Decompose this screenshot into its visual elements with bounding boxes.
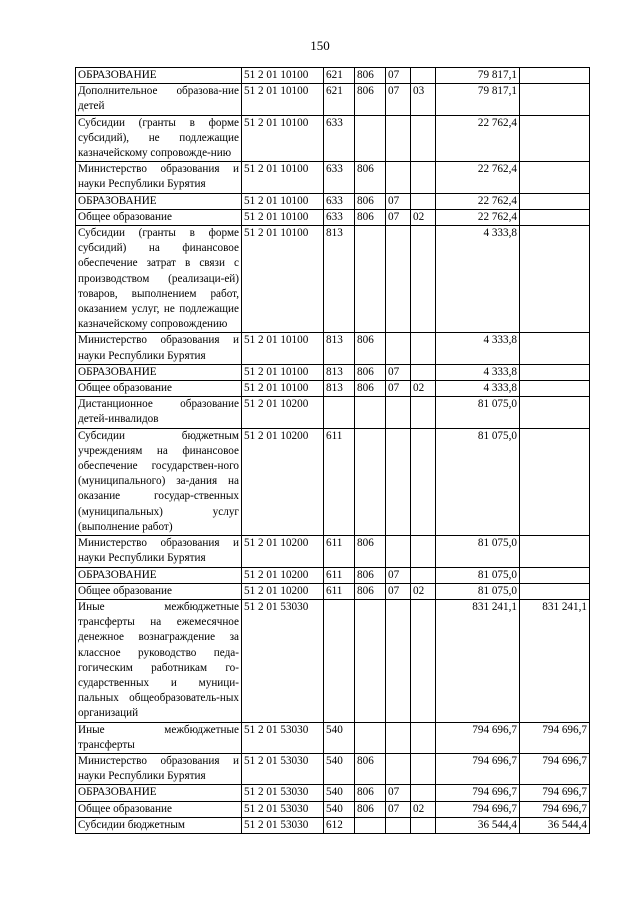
cell-target-code: 51 2 01 10100 [242, 68, 324, 84]
cell-target-code: 51 2 01 10200 [242, 536, 324, 567]
cell-amount: 794 696,7 [436, 753, 520, 784]
cell-amount-2 [520, 209, 590, 225]
cell-section-code: 07 [386, 209, 411, 225]
cell-amount: 81 075,0 [436, 567, 520, 583]
cell-amount-2: 794 696,7 [520, 801, 590, 817]
cell-ministry-code: 806 [355, 333, 386, 364]
table-row [76, 397, 590, 428]
cell-ministry-code [355, 722, 386, 753]
cell-expense-type: 612 [324, 817, 355, 833]
cell-row-name: ОБРАЗОВАНИЕ [76, 364, 242, 380]
cell-target-code: 51 2 01 53030 [242, 785, 324, 801]
budget-table [75, 67, 590, 834]
table-row [76, 364, 590, 380]
cell-expense-type: 813 [324, 333, 355, 364]
table-row [76, 333, 590, 364]
cell-amount-2 [520, 68, 590, 84]
cell-expense-type: 540 [324, 722, 355, 753]
cell-subsection-code: 02 [411, 381, 436, 397]
cell-section-code: 07 [386, 364, 411, 380]
cell-row-name: Министерство образования и науки Республики Бурятия [76, 753, 242, 784]
cell-row-name: Субсидии (гранты в форме субсидий), не подлежащие казначейскому сопровожде-нию [76, 115, 242, 162]
cell-section-code: 07 [386, 193, 411, 209]
cell-subsection-code [411, 722, 436, 753]
cell-subsection-code [411, 115, 436, 162]
cell-expense-type: 611 [324, 583, 355, 599]
table-row [76, 599, 590, 722]
cell-amount: 36 544,4 [436, 817, 520, 833]
cell-amount-2 [520, 536, 590, 567]
cell-target-code: 51 2 01 10100 [242, 209, 324, 225]
cell-amount-2 [520, 226, 590, 333]
cell-expense-type: 633 [324, 193, 355, 209]
cell-amount: 4 333,8 [436, 364, 520, 380]
cell-ministry-code: 806 [355, 209, 386, 225]
cell-row-name: ОБРАЗОВАНИЕ [76, 567, 242, 583]
cell-row-name: Общее образование [76, 381, 242, 397]
cell-amount: 794 696,7 [436, 785, 520, 801]
cell-ministry-code [355, 397, 386, 428]
table-row [76, 583, 590, 599]
cell-ministry-code: 806 [355, 68, 386, 84]
table-row [76, 753, 590, 784]
cell-amount-2 [520, 567, 590, 583]
cell-section-code: 07 [386, 68, 411, 84]
cell-subsection-code [411, 817, 436, 833]
cell-ministry-code [355, 817, 386, 833]
cell-expense-type [324, 397, 355, 428]
cell-row-name: Иные межбюджетные трансферты [76, 722, 242, 753]
cell-ministry-code: 806 [355, 536, 386, 567]
cell-subsection-code [411, 226, 436, 333]
table-row [76, 801, 590, 817]
cell-row-name: Министерство образования и науки Республики Бурятия [76, 162, 242, 193]
cell-amount-2: 36 544,4 [520, 817, 590, 833]
cell-row-name: Общее образование [76, 209, 242, 225]
cell-amount-2: 794 696,7 [520, 785, 590, 801]
cell-row-name: Иные межбюджетные трансферты на ежемесячное денежное вознаграждение за классное руководство педа-гогическим работникам го-сударственных и муници-пальных общеобразователь-ных организаций [76, 599, 242, 722]
cell-target-code: 51 2 01 10100 [242, 115, 324, 162]
cell-amount: 81 075,0 [436, 583, 520, 599]
table-row [76, 536, 590, 567]
cell-section-code [386, 536, 411, 567]
cell-target-code: 51 2 01 53030 [242, 722, 324, 753]
cell-amount-2 [520, 333, 590, 364]
cell-target-code: 51 2 01 10100 [242, 364, 324, 380]
cell-subsection-code [411, 397, 436, 428]
cell-ministry-code [355, 428, 386, 535]
cell-section-code [386, 599, 411, 722]
cell-expense-type: 621 [324, 84, 355, 115]
cell-amount-2 [520, 115, 590, 162]
cell-amount: 22 762,4 [436, 115, 520, 162]
page-number: 150 [310, 38, 330, 53]
cell-subsection-code: 02 [411, 801, 436, 817]
cell-section-code: 07 [386, 381, 411, 397]
table-row [76, 193, 590, 209]
cell-subsection-code [411, 193, 436, 209]
cell-subsection-code [411, 162, 436, 193]
table-row [76, 722, 590, 753]
cell-ministry-code [355, 115, 386, 162]
cell-subsection-code [411, 428, 436, 535]
cell-target-code: 51 2 01 10100 [242, 333, 324, 364]
cell-target-code: 51 2 01 10100 [242, 162, 324, 193]
cell-amount-2: 831 241,1 [520, 599, 590, 722]
cell-expense-type: 611 [324, 567, 355, 583]
cell-amount: 794 696,7 [436, 801, 520, 817]
cell-expense-type: 633 [324, 162, 355, 193]
cell-section-code [386, 428, 411, 535]
cell-subsection-code [411, 567, 436, 583]
cell-amount-2 [520, 583, 590, 599]
cell-amount-2: 794 696,7 [520, 753, 590, 784]
cell-ministry-code: 806 [355, 381, 386, 397]
table-row [76, 817, 590, 833]
cell-ministry-code: 806 [355, 84, 386, 115]
cell-amount: 22 762,4 [436, 162, 520, 193]
cell-expense-type: 611 [324, 428, 355, 535]
cell-section-code [386, 753, 411, 784]
cell-target-code: 51 2 01 10100 [242, 193, 324, 209]
cell-ministry-code: 806 [355, 785, 386, 801]
cell-expense-type: 633 [324, 115, 355, 162]
cell-target-code: 51 2 01 10200 [242, 583, 324, 599]
cell-target-code: 51 2 01 10100 [242, 381, 324, 397]
cell-amount: 79 817,1 [436, 84, 520, 115]
cell-subsection-code [411, 599, 436, 722]
table-row [76, 428, 590, 535]
cell-section-code [386, 115, 411, 162]
table-row [76, 209, 590, 225]
cell-ministry-code: 806 [355, 583, 386, 599]
cell-expense-type: 813 [324, 364, 355, 380]
table-row [76, 162, 590, 193]
cell-amount: 4 333,8 [436, 226, 520, 333]
cell-expense-type: 813 [324, 381, 355, 397]
cell-expense-type: 813 [324, 226, 355, 333]
cell-section-code [386, 162, 411, 193]
cell-row-name: Общее образование [76, 801, 242, 817]
cell-row-name: ОБРАЗОВАНИЕ [76, 193, 242, 209]
cell-target-code: 51 2 01 53030 [242, 817, 324, 833]
cell-subsection-code: 03 [411, 84, 436, 115]
cell-row-name: Субсидии бюджетным учреждениям на финансовое обеспечение государствен-ного (муниципального) за-дания на оказание государ-ственных (муниципальных) услуг (выполнение работ) [76, 428, 242, 535]
cell-section-code: 07 [386, 801, 411, 817]
cell-amount: 22 762,4 [436, 209, 520, 225]
cell-section-code: 07 [386, 583, 411, 599]
cell-subsection-code [411, 536, 436, 567]
cell-expense-type: 540 [324, 785, 355, 801]
cell-row-name: ОБРАЗОВАНИЕ [76, 68, 242, 84]
cell-row-name: Министерство образования и науки Республики Бурятия [76, 536, 242, 567]
cell-row-name: Субсидии бюджетным [76, 817, 242, 833]
cell-target-code: 51 2 01 10200 [242, 567, 324, 583]
cell-amount-2 [520, 162, 590, 193]
cell-ministry-code: 806 [355, 162, 386, 193]
cell-target-code: 51 2 01 53030 [242, 753, 324, 784]
cell-amount: 831 241,1 [436, 599, 520, 722]
cell-section-code [386, 722, 411, 753]
table-body [76, 68, 590, 834]
cell-section-code [386, 226, 411, 333]
cell-expense-type [324, 599, 355, 722]
cell-expense-type: 540 [324, 801, 355, 817]
cell-section-code: 07 [386, 84, 411, 115]
cell-subsection-code: 02 [411, 209, 436, 225]
cell-row-name: Дистанционное образование детей-инвалидов [76, 397, 242, 428]
cell-amount: 81 075,0 [436, 536, 520, 567]
cell-target-code: 51 2 01 10100 [242, 226, 324, 333]
cell-row-name: Субсидии (гранты в форме субсидий) на финансовое обеспечение затрат в связи с производством (реализаци-ей) товаров, выполнением работ, оказанием услуг, не подлежащие казначейскому сопровождению [76, 226, 242, 333]
cell-subsection-code [411, 68, 436, 84]
cell-section-code: 07 [386, 567, 411, 583]
cell-amount-2 [520, 193, 590, 209]
cell-target-code: 51 2 01 53030 [242, 599, 324, 722]
cell-target-code: 51 2 01 10100 [242, 84, 324, 115]
cell-amount: 794 696,7 [436, 722, 520, 753]
cell-target-code: 51 2 01 10200 [242, 397, 324, 428]
cell-amount: 4 333,8 [436, 333, 520, 364]
cell-amount: 22 762,4 [436, 193, 520, 209]
cell-ministry-code [355, 226, 386, 333]
cell-section-code [386, 397, 411, 428]
cell-expense-type: 633 [324, 209, 355, 225]
cell-amount-2: 794 696,7 [520, 722, 590, 753]
cell-expense-type: 611 [324, 536, 355, 567]
cell-amount-2 [520, 397, 590, 428]
table-row [76, 226, 590, 333]
table-row [76, 84, 590, 115]
cell-subsection-code [411, 333, 436, 364]
cell-amount-2 [520, 84, 590, 115]
cell-ministry-code: 806 [355, 801, 386, 817]
cell-amount: 4 333,8 [436, 381, 520, 397]
cell-subsection-code [411, 364, 436, 380]
cell-row-name: ОБРАЗОВАНИЕ [76, 785, 242, 801]
cell-amount-2 [520, 428, 590, 535]
table-row [76, 567, 590, 583]
cell-target-code: 51 2 01 53030 [242, 801, 324, 817]
table-row [76, 785, 590, 801]
cell-row-name: Министерство образования и науки Республики Бурятия [76, 333, 242, 364]
cell-amount: 81 075,0 [436, 397, 520, 428]
cell-subsection-code [411, 785, 436, 801]
cell-amount: 79 817,1 [436, 68, 520, 84]
cell-section-code: 07 [386, 785, 411, 801]
cell-section-code [386, 817, 411, 833]
cell-amount-2 [520, 364, 590, 380]
cell-target-code: 51 2 01 10200 [242, 428, 324, 535]
cell-expense-type: 621 [324, 68, 355, 84]
cell-subsection-code: 02 [411, 583, 436, 599]
table-row [76, 68, 590, 84]
cell-row-name: Дополнительное образова-ние детей [76, 84, 242, 115]
cell-row-name: Общее образование [76, 583, 242, 599]
cell-ministry-code: 806 [355, 193, 386, 209]
cell-ministry-code: 806 [355, 364, 386, 380]
table-row [76, 381, 590, 397]
cell-subsection-code [411, 753, 436, 784]
cell-ministry-code [355, 599, 386, 722]
cell-amount-2 [520, 381, 590, 397]
cell-ministry-code: 806 [355, 567, 386, 583]
cell-amount: 81 075,0 [436, 428, 520, 535]
cell-expense-type: 540 [324, 753, 355, 784]
cell-ministry-code: 806 [355, 753, 386, 784]
cell-section-code [386, 333, 411, 364]
table-row [76, 115, 590, 162]
